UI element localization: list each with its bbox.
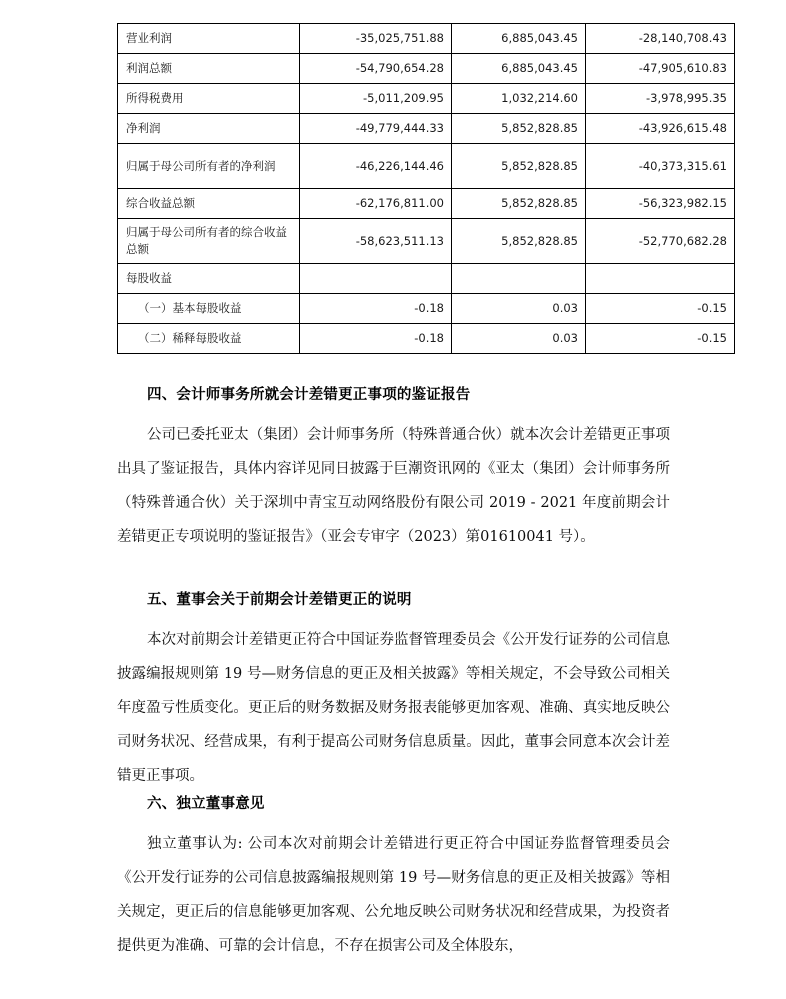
row-label: 每股收益 [118, 264, 300, 294]
row-value-after: -52,770,682.28 [586, 219, 735, 264]
row-value-adjust [452, 264, 586, 294]
table-body [118, 24, 735, 354]
table-row [118, 24, 735, 54]
row-value-adjust: 5,852,828.85 [452, 219, 586, 264]
table-row [118, 189, 735, 219]
row-value-adjust: 0.03 [452, 294, 586, 324]
section-heading-five: 五、董事会关于前期会计差错更正的说明 [147, 592, 412, 608]
row-value-adjust: 6,885,043.45 [452, 54, 586, 84]
row-value-after: -56,323,982.15 [586, 189, 735, 219]
row-value-adjust: 1,032,214.60 [452, 84, 586, 114]
section-heading-six: 六、独立董事意见 [147, 796, 265, 812]
row-value-before: -46,226,144.46 [300, 144, 452, 189]
table-row [118, 114, 735, 144]
row-label: 利润总额 [118, 54, 300, 84]
row-value-adjust: 5,852,828.85 [452, 144, 586, 189]
row-label: （一）基本每股收益 [118, 294, 300, 324]
section-heading-four: 四、会计师事务所就会计差错更正事项的鉴证报告 [147, 387, 471, 403]
row-value-adjust: 6,885,043.45 [452, 24, 586, 54]
row-value-before: -49,779,444.33 [300, 114, 452, 144]
row-label: 综合收益总额 [118, 189, 300, 219]
row-label: 归属于母公司所有者的净利润 [118, 144, 300, 189]
row-value-after: -43,926,615.48 [586, 114, 735, 144]
row-value-before: -5,011,209.95 [300, 84, 452, 114]
row-value-after: -40,373,315.61 [586, 144, 735, 189]
row-value-adjust: 5,852,828.85 [452, 114, 586, 144]
row-value-adjust: 5,852,828.85 [452, 189, 586, 219]
row-label: 所得税费用 [118, 84, 300, 114]
row-value-before: -54,790,654.28 [300, 54, 452, 84]
table-row [118, 264, 735, 294]
section-paragraph-four: 公司已委托亚太（集团）会计师事务所（特殊普通合伙）就本次会计差错更正事项出具了鉴证报告，具体内容详见同日披露于巨潮资讯网的《亚太（集团）会计师事务所（特殊普通合伙）关于深圳中青宝互动网络股份有限公司 2019 - 2021 年度前期会计差错更正专项说明的鉴证报告》（亚会专审字（2023）第01610041 号）。 [117, 427, 670, 545]
row-value-before: -58,623,511.13 [300, 219, 452, 264]
row-value-before: -35,025,751.88 [300, 24, 452, 54]
row-value-after: -0.15 [586, 294, 735, 324]
table-row [118, 219, 735, 264]
row-label: 营业利润 [118, 24, 300, 54]
row-value-after: -28,140,708.43 [586, 24, 735, 54]
table-row [118, 84, 735, 114]
row-value-adjust: 0.03 [452, 324, 586, 354]
table-row [118, 144, 735, 189]
row-value-before: -0.18 [300, 324, 452, 354]
section-paragraph-six: 独立董事认为: 公司本次对前期会计差错进行更正符合中国证券监督管理委员会《公开发行证券的公司信息披露编报规则第 19 号—财务信息的更正及相关披露》等相关规定，更正后的信息能够更加客观、公允地反映公司财务状况和经营成果，为投资者提供更为准确、可靠的会计信息，不存在损害公司及全体股东， [117, 836, 670, 954]
row-value-before [300, 264, 452, 294]
row-label: 净利润 [118, 114, 300, 144]
table-row [118, 324, 735, 354]
row-value-before: -62,176,811.00 [300, 189, 452, 219]
row-label: 归属于母公司所有者的综合收益总额 [118, 219, 300, 264]
section-paragraph-five: 本次对前期会计差错更正符合中国证券监督管理委员会《公开发行证券的公司信息披露编报规则第 19 号—财务信息的更正及相关披露》等相关规定，不会导致公司相关年度盈亏性质变化。更正后的财务数据及财务报表能够更加客观、准确、真实地反映公司财务状况、经营成果，有利于提高公司财务信息质量。因此，董事会同意本次会计差错更正事项。 [117, 632, 670, 784]
table-row [118, 54, 735, 84]
row-label: （二）稀释每股收益 [118, 324, 300, 354]
row-value-after: -47,905,610.83 [586, 54, 735, 84]
row-value-before: -0.18 [300, 294, 452, 324]
financial-comparison-table [117, 23, 735, 354]
row-value-after [586, 264, 735, 294]
row-value-after: -0.15 [586, 324, 735, 354]
table-row [118, 294, 735, 324]
row-value-after: -3,978,995.35 [586, 84, 735, 114]
